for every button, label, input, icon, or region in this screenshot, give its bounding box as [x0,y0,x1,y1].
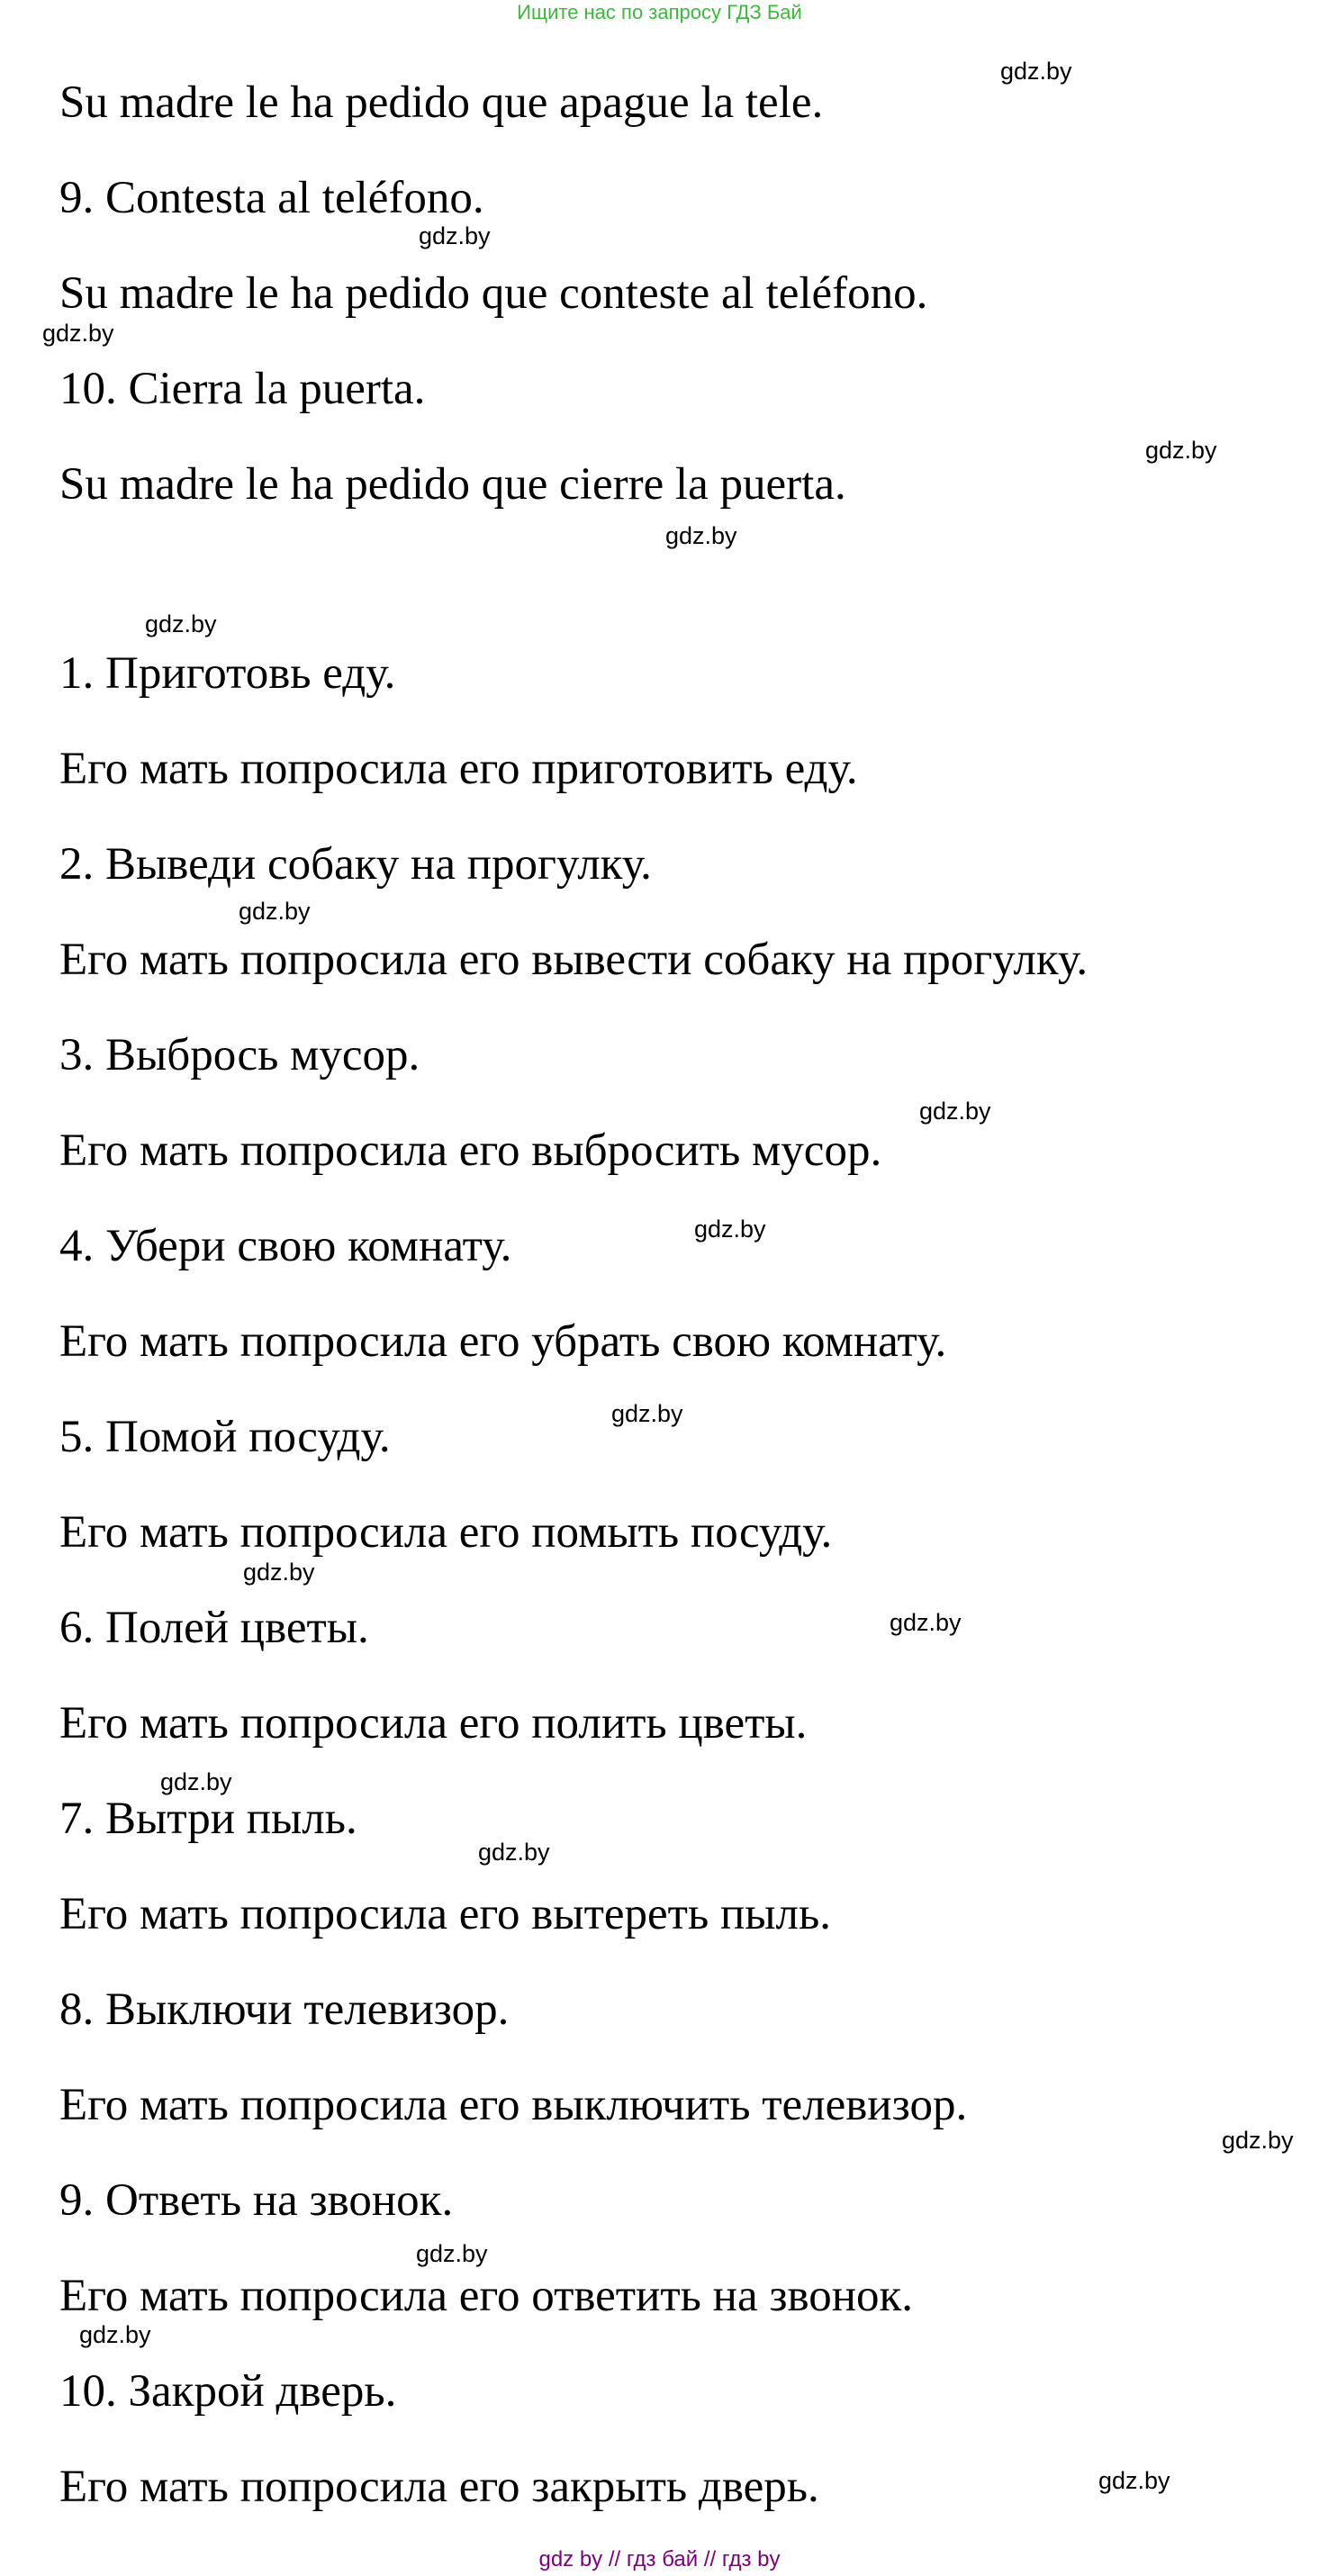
watermark: gdz.by [416,2240,488,2267]
watermark: gdz.by [239,898,311,925]
russian-task-line: 6. Полей цветы. [59,1603,369,1653]
watermark: gdz.by [1098,2467,1170,2494]
russian-task-line: 9. Ответь на звонок. [59,2175,454,2226]
russian-task-line: 8. Выключи телевизор. [59,1984,510,2035]
watermark: gdz.by [665,522,737,549]
russian-task-line: 2. Выведи собаку на прогулку. [59,839,652,890]
watermark: gdz.by [1145,437,1217,464]
russian-answer-line: Его мать попросила его выбросить мусор. [59,1125,882,1176]
watermark: gdz.by [611,1400,683,1427]
russian-task-line: 10. Закрой дверь. [59,2366,397,2417]
watermark: gdz.by [419,222,491,249]
watermark: gdz.by [1222,2127,1294,2154]
search-banner: Ищите нас по запросу ГДЗ Бай [517,1,802,23]
russian-task-line: 3. Выбрось мусор. [59,1030,420,1080]
watermark: gdz.by [79,2321,151,2348]
watermark: gdz.by [478,1839,550,1866]
watermark: gdz.by [42,320,114,347]
russian-answer-line: Его мать попросила его помыть посуду. [59,1507,833,1558]
watermark: gdz.by [145,610,217,637]
watermark: gdz.by [919,1098,991,1125]
spanish-task-line: 10. Cierra la puerta. [59,364,426,414]
watermark: gdz.by [890,1609,962,1636]
spanish-answer-line: Su madre le ha pedido que conteste al teléfono. [59,268,928,319]
russian-task-line: 4. Убери свою комнату. [59,1221,512,1271]
watermark: gdz.by [243,1559,315,1586]
russian-task-line: 1. Приготовь еду. [59,648,396,699]
spanish-answer-line: Su madre le ha pedido que apague la tele. [59,77,824,128]
russian-answer-line: Его мать попросила его закрыть дверь. [59,2462,819,2512]
russian-answer-line: Его мать попросила его ответить на звонок. [59,2271,914,2321]
russian-answer-line: Его мать попросила его полить цветы. [59,1698,808,1749]
watermark: gdz.by [1000,58,1072,85]
russian-answer-line: Его мать попросила его выключить телевизор. [59,2080,968,2130]
footer-links: gdz by // гдз бай // гдз by [538,2547,781,2571]
russian-answer-line: Его мать попросила его вытереть пыль. [59,1889,831,1939]
russian-task-line: 5. Помой посуду. [59,1412,391,1462]
russian-task-line: 7. Вытри пыль. [59,1794,357,1844]
spanish-answer-line: Su madre le ha pedido que cierre la puerta. [59,459,846,510]
watermark: gdz.by [160,1768,232,1795]
russian-answer-line: Его мать попросила его приготовить еду. [59,744,858,794]
watermark: gdz.by [694,1216,766,1243]
spanish-task-line: 9. Contesta al teléfono. [59,173,484,223]
russian-answer-line: Его мать попросила его убрать свою комнату. [59,1316,947,1367]
russian-answer-line: Его мать попросила его вывести собаку на прогулку. [59,935,1089,985]
